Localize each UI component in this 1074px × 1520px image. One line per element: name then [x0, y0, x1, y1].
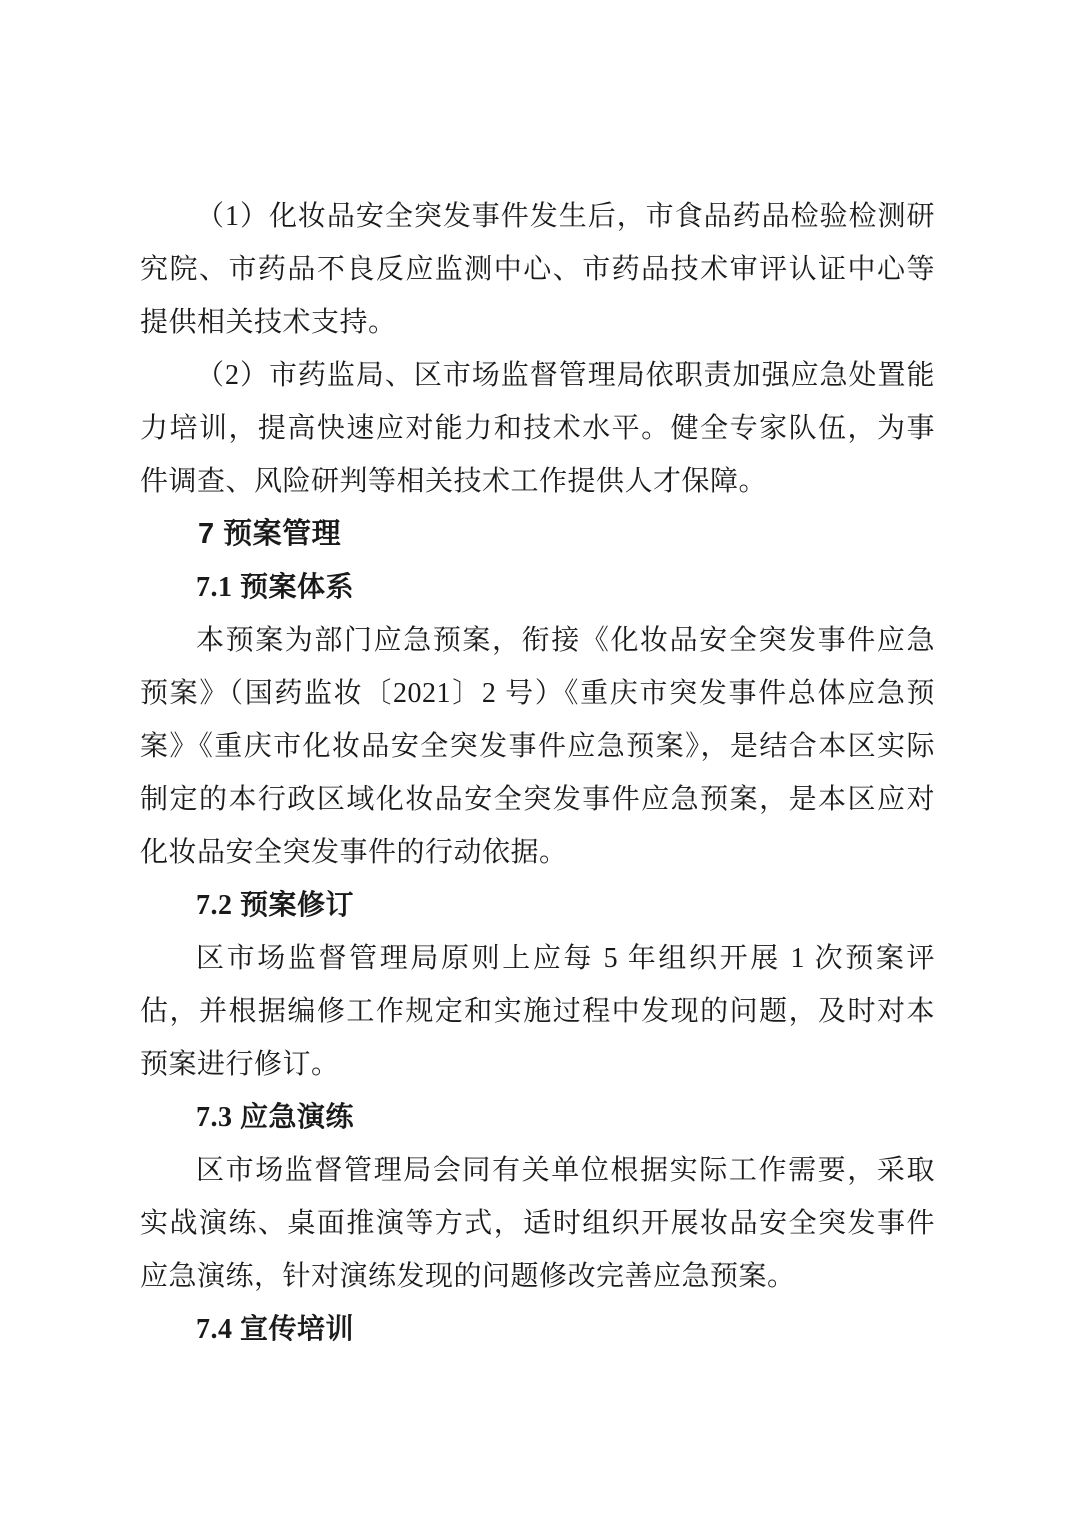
paragraph-2: （2）市药监局、区市场监督管理局依职责加强应急处置能力培训，提高快速应对能力和技术水平。健全专家队伍，为事件调查、风险研判等相关技术工作提供人才保障。	[140, 360, 935, 497]
paragraph-4: 区市场监督管理局原则上应每 5 年组织开展 1 次预案评估，并根据编修工作规定和实施过程中发现的问题，及时对本预案进行修订。	[140, 943, 935, 1080]
subsection-heading-7-2: 7.2 预案修订	[196, 890, 355, 921]
paragraph-1: （1）化妆品安全突发事件发生后，市食品药品检验检测研究院、市药品不良反应监测中心、市药品技术审评认证中心等提供相关技术支持。	[140, 201, 935, 338]
subsection-heading-7-4: 7.4 宣传培训	[196, 1314, 355, 1345]
subsection-heading-7-3: 7.3 应急演练	[196, 1102, 355, 1133]
section-heading-7: 7 预案管理	[198, 518, 342, 550]
paragraph-3: 本预案为部门应急预案，衔接《化妆品安全突发事件应急预案》（国药监妆〔2021〕2 号）《重庆市突发事件总体应急预案》《重庆市化妆品安全突发事件应急预案》，是结合本区实际制定的本行政区域化妆品安全突发事件应急预案，是本区应对化妆品安全突发事件的行动依据。	[140, 625, 935, 868]
document-content	[140, 190, 935, 1356]
paragraph-5: 区市场监督管理局会同有关单位根据实际工作需要，采取实战演练、桌面推演等方式，适时组织开展妆品安全突发事件应急演练，针对演练发现的问题修改完善应急预案。	[140, 1155, 935, 1292]
subsection-heading-7-1: 7.1 预案体系	[196, 572, 355, 603]
